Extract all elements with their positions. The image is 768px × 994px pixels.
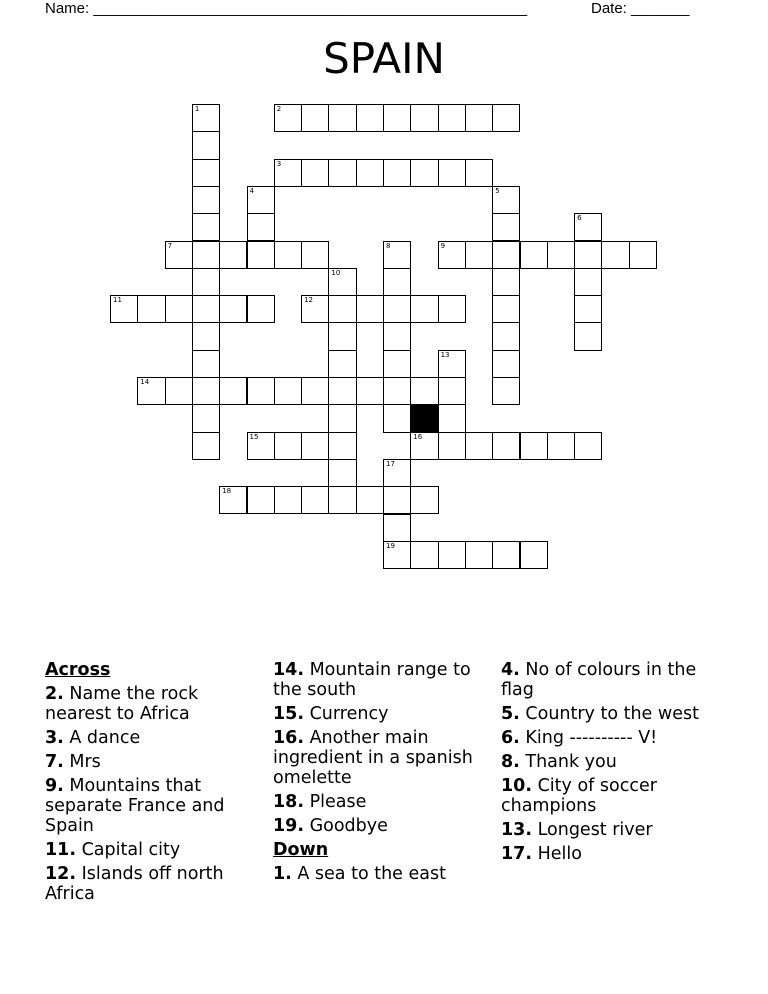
grid-cell[interactable] xyxy=(192,377,220,405)
grid-cell[interactable] xyxy=(438,541,466,569)
grid-cell[interactable] xyxy=(383,268,411,296)
grid-cell[interactable] xyxy=(410,104,438,132)
grid-cell[interactable] xyxy=(438,432,466,460)
clue-item xyxy=(273,728,488,788)
grid-cell[interactable] xyxy=(574,241,602,269)
clue-text: Longest river xyxy=(532,820,653,840)
clue-number: 11. xyxy=(45,840,77,860)
clue-item xyxy=(501,776,716,816)
clue-number: 10 xyxy=(331,268,341,277)
clue-item xyxy=(273,704,488,724)
grid-cell[interactable] xyxy=(137,377,165,405)
grid-cell[interactable] xyxy=(383,104,411,132)
grid-cell[interactable] xyxy=(274,377,302,405)
grid-cell[interactable] xyxy=(165,377,193,405)
grid-cell[interactable] xyxy=(328,350,356,378)
grid-cell[interactable] xyxy=(192,186,220,214)
clue-number: 9 xyxy=(440,241,446,250)
grid-cell[interactable] xyxy=(192,159,220,187)
grid-cell[interactable] xyxy=(301,377,329,405)
grid-cell[interactable] xyxy=(383,377,411,405)
grid-cell[interactable] xyxy=(520,541,548,569)
clue-number: 18. xyxy=(273,792,305,812)
clue-number: 2. xyxy=(45,684,64,704)
clue-item xyxy=(501,728,716,748)
grid-cell[interactable] xyxy=(192,268,220,296)
grid-cell[interactable] xyxy=(383,159,411,187)
grid-cell[interactable] xyxy=(219,295,247,323)
clue-item xyxy=(45,864,260,904)
clue-item xyxy=(501,704,716,724)
grid-cell[interactable] xyxy=(492,377,520,405)
grid-cell[interactable] xyxy=(356,295,384,323)
grid-cell[interactable] xyxy=(547,432,575,460)
grid-cell[interactable] xyxy=(520,432,548,460)
name-field: Name: ____________________________________________________ xyxy=(45,0,528,17)
grid-cell[interactable] xyxy=(301,486,329,514)
grid-cell[interactable] xyxy=(192,131,220,159)
clue-number: 1 xyxy=(194,105,200,113)
grid-cell[interactable] xyxy=(328,459,356,487)
grid-cell[interactable] xyxy=(356,486,384,514)
clue-number: 1. xyxy=(273,864,292,884)
grid-cell[interactable] xyxy=(356,377,384,405)
clue-number: 18 xyxy=(222,487,232,496)
clue-item xyxy=(45,776,260,836)
grid-cell[interactable] xyxy=(301,104,329,132)
grid-cell[interactable] xyxy=(247,295,275,323)
clue-number: 16 xyxy=(413,432,423,441)
clues-column-1 xyxy=(45,660,260,908)
grid-cell[interactable] xyxy=(192,432,220,460)
blocked-cell xyxy=(410,404,438,432)
grid-cell[interactable] xyxy=(465,432,493,460)
clue-number: 7. xyxy=(45,752,64,772)
clue-number: 19. xyxy=(273,816,305,836)
grid-cell[interactable] xyxy=(274,159,302,187)
clue-text: Hello xyxy=(532,844,582,864)
clue-number: 14. xyxy=(273,660,305,680)
grid-cell[interactable] xyxy=(574,322,602,350)
clue-number: 10. xyxy=(501,776,533,796)
clue-item xyxy=(45,728,260,748)
grid-cell[interactable] xyxy=(247,377,275,405)
grid-cell[interactable] xyxy=(192,322,220,350)
grid-cell[interactable] xyxy=(383,459,411,487)
grid-cell[interactable] xyxy=(247,213,275,241)
grid-cell[interactable] xyxy=(465,159,493,187)
grid-cell[interactable] xyxy=(492,350,520,378)
clue-number: 6 xyxy=(577,214,582,223)
grid-cell[interactable] xyxy=(383,404,411,432)
grid-cell[interactable] xyxy=(219,486,247,514)
grid-cell[interactable] xyxy=(328,295,356,323)
grid-cell[interactable] xyxy=(438,241,466,269)
grid-cell[interactable] xyxy=(274,104,302,132)
clue-number: 3. xyxy=(45,728,64,748)
clue-item xyxy=(501,820,716,840)
down-heading: Down xyxy=(273,840,329,860)
clue-number: 7 xyxy=(167,241,173,250)
grid-cell[interactable] xyxy=(383,541,411,569)
grid-cell[interactable] xyxy=(192,404,220,432)
grid-cell[interactable] xyxy=(492,541,520,569)
grid-cell[interactable] xyxy=(574,213,602,241)
grid-cell[interactable] xyxy=(110,295,138,323)
grid-cell[interactable] xyxy=(192,213,220,241)
grid-cell[interactable] xyxy=(356,159,384,187)
clue-text: Capital city xyxy=(76,840,181,860)
grid-cell[interactable] xyxy=(383,241,411,269)
grid-cell[interactable] xyxy=(438,377,466,405)
clue-number: 15. xyxy=(273,704,305,724)
grid-cell[interactable] xyxy=(301,241,329,269)
grid-cell[interactable] xyxy=(383,322,411,350)
clue-number: 17 xyxy=(386,459,395,468)
clue-item xyxy=(273,792,488,812)
date-field: Date: _______ xyxy=(591,0,690,17)
grid-cell[interactable] xyxy=(165,241,193,269)
clue-number: 17. xyxy=(501,844,533,864)
clue-text: A sea to the east xyxy=(291,864,446,884)
clue-text: Mountain range to the south xyxy=(273,660,471,700)
grid-cell[interactable] xyxy=(328,486,356,514)
clue-number: 15 xyxy=(249,432,259,441)
clue-number: 13. xyxy=(501,820,533,840)
clue-item xyxy=(273,660,488,700)
grid-cell[interactable] xyxy=(629,241,657,269)
clues-column-3 xyxy=(501,660,716,868)
grid-cell[interactable] xyxy=(410,295,438,323)
clue-text: Currency xyxy=(304,704,389,724)
grid-cell[interactable] xyxy=(192,350,220,378)
clue-number: 9. xyxy=(45,776,64,796)
grid-cell[interactable] xyxy=(328,159,356,187)
grid-cell[interactable] xyxy=(247,486,275,514)
clue-text: Mountains that separate France and Spain xyxy=(45,776,225,836)
grid-cell[interactable] xyxy=(574,268,602,296)
grid-cell[interactable] xyxy=(274,241,302,269)
clue-text: Name the rock nearest to Africa xyxy=(45,684,199,724)
grid-cell[interactable] xyxy=(492,241,520,269)
grid-cell[interactable] xyxy=(328,432,356,460)
clue-item xyxy=(501,660,716,700)
grid-cell[interactable] xyxy=(328,268,356,296)
grid-cell[interactable] xyxy=(192,104,220,132)
grid-cell[interactable] xyxy=(356,104,384,132)
clue-number: 8. xyxy=(501,752,520,772)
grid-cell[interactable] xyxy=(410,159,438,187)
grid-cell[interactable] xyxy=(492,186,520,214)
clue-text: A dance xyxy=(63,728,141,748)
clue-item xyxy=(501,752,716,772)
clue-number: 8 xyxy=(386,241,391,250)
clue-text: Another main ingredient in a spanish omelette xyxy=(273,728,473,788)
puzzle-title: SPAIN xyxy=(323,34,445,83)
grid-cell[interactable] xyxy=(328,322,356,350)
clue-text: No of colours in the flag xyxy=(501,660,697,700)
grid-cell[interactable] xyxy=(301,295,329,323)
grid-cell[interactable] xyxy=(492,295,520,323)
grid-cell[interactable] xyxy=(247,432,275,460)
grid-cell[interactable] xyxy=(547,241,575,269)
grid-cell[interactable] xyxy=(438,159,466,187)
clue-number: 5 xyxy=(495,186,500,195)
grid-cell[interactable] xyxy=(574,432,602,460)
clue-number: 4 xyxy=(249,186,254,195)
clue-text: Goodbye xyxy=(304,816,388,836)
clue-item xyxy=(45,752,260,772)
grid-cell[interactable] xyxy=(574,295,602,323)
clue-number: 4. xyxy=(501,660,520,680)
grid-cell[interactable] xyxy=(328,377,356,405)
grid-cell[interactable] xyxy=(601,241,629,269)
grid-cell[interactable] xyxy=(383,295,411,323)
clue-number: 2 xyxy=(276,105,282,113)
grid-cell[interactable] xyxy=(247,186,275,214)
grid-cell[interactable] xyxy=(137,295,165,323)
clue-text: King ---------- V! xyxy=(519,728,658,748)
clue-number: 13 xyxy=(440,350,450,359)
clue-text: Country to the west xyxy=(519,704,699,724)
clue-number: 3 xyxy=(276,159,282,168)
grid-cell[interactable] xyxy=(492,213,520,241)
grid-cell[interactable] xyxy=(438,104,466,132)
clue-text: Islands off north Africa xyxy=(45,864,224,904)
clue-item xyxy=(45,684,260,724)
clue-text: City of soccer champions xyxy=(501,776,657,816)
grid-cell[interactable] xyxy=(465,104,493,132)
grid-cell[interactable] xyxy=(165,295,193,323)
clue-number: 12 xyxy=(304,296,314,305)
grid-cell[interactable] xyxy=(492,432,520,460)
clues-column-2 xyxy=(273,660,488,888)
grid-cell[interactable] xyxy=(274,486,302,514)
grid-cell[interactable] xyxy=(492,268,520,296)
grid-cell[interactable] xyxy=(328,104,356,132)
grid-cell[interactable] xyxy=(192,241,220,269)
clue-item xyxy=(273,816,488,836)
clue-item xyxy=(273,864,488,884)
across-heading: Across xyxy=(45,660,111,680)
grid-cell[interactable] xyxy=(465,541,493,569)
clue-number: 16. xyxy=(273,728,305,748)
clue-number: 19 xyxy=(386,541,395,550)
grid-cell[interactable] xyxy=(410,486,438,514)
grid-cell[interactable] xyxy=(410,541,438,569)
clue-number: 12. xyxy=(45,864,77,884)
grid-cell[interactable] xyxy=(219,241,247,269)
grid-cell[interactable] xyxy=(274,432,302,460)
clue-number: 11 xyxy=(113,296,122,305)
clue-number: 5. xyxy=(501,704,520,724)
clue-item xyxy=(501,844,716,864)
grid-cell[interactable] xyxy=(328,404,356,432)
grid-cell[interactable] xyxy=(247,241,275,269)
clue-text: Mrs xyxy=(63,752,101,772)
clue-item xyxy=(45,840,260,860)
clue-text: Please xyxy=(304,792,367,812)
grid-cell[interactable] xyxy=(438,350,466,378)
grid-cell[interactable] xyxy=(438,404,466,432)
grid-cell[interactable] xyxy=(383,514,411,542)
grid-cell[interactable] xyxy=(301,159,329,187)
grid-cell[interactable] xyxy=(410,432,438,460)
grid-cell[interactable] xyxy=(410,377,438,405)
grid-cell[interactable] xyxy=(438,295,466,323)
grid-cell[interactable] xyxy=(492,322,520,350)
grid-cell[interactable] xyxy=(219,377,247,405)
grid-cell[interactable] xyxy=(192,295,220,323)
grid-cell[interactable] xyxy=(465,241,493,269)
grid-cell[interactable] xyxy=(520,241,548,269)
grid-cell[interactable] xyxy=(383,350,411,378)
grid-cell[interactable] xyxy=(492,104,520,132)
clue-number: 14 xyxy=(140,378,150,386)
grid-cell[interactable] xyxy=(301,432,329,460)
grid-cell[interactable] xyxy=(383,486,411,514)
clue-number: 6. xyxy=(501,728,520,748)
clue-text: Thank you xyxy=(519,752,617,772)
